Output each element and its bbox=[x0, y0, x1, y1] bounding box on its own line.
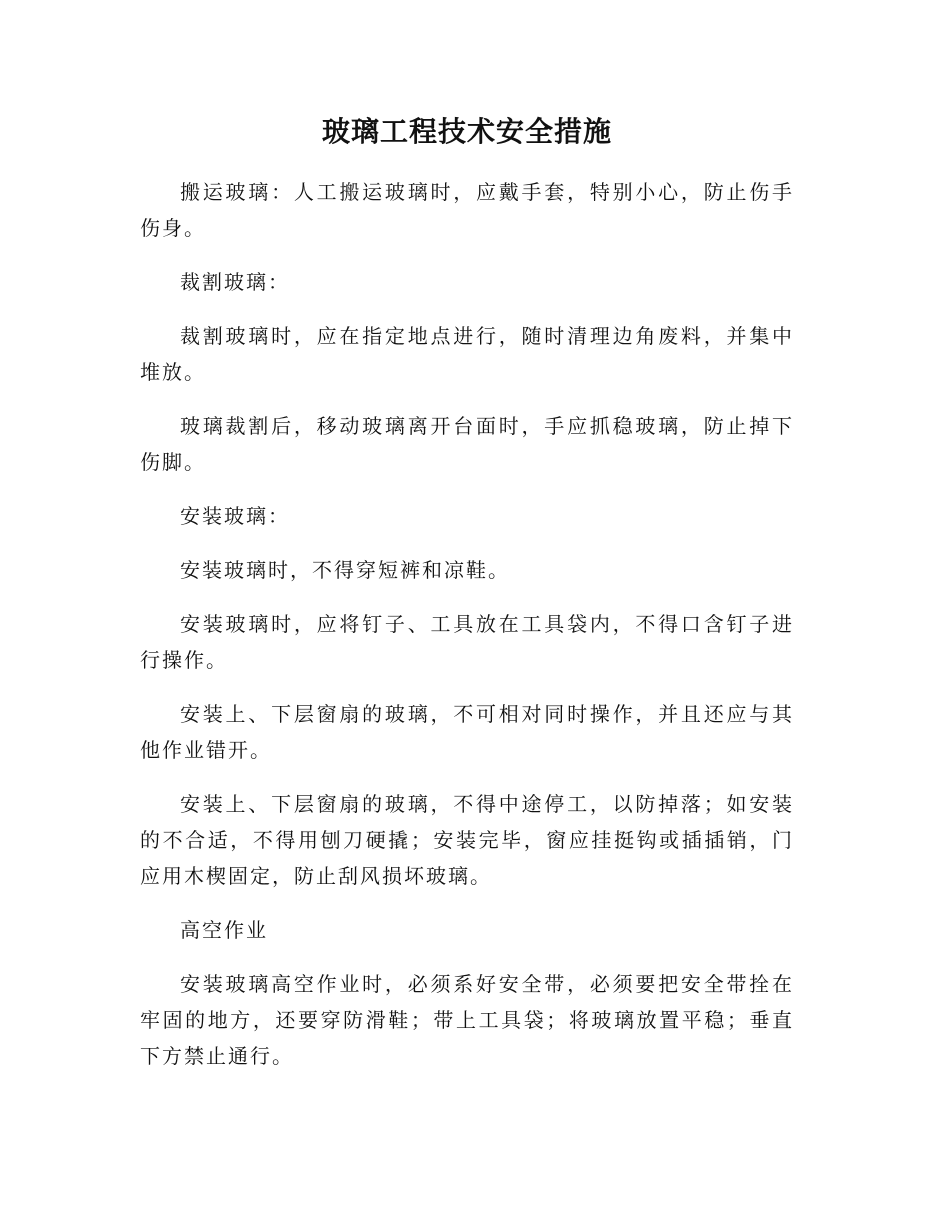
paragraph-install-nails: 安装玻璃时，应将钉子、工具放在工具袋内，不得口含钉子进行操作。 bbox=[140, 612, 794, 672]
document-page bbox=[140, 108, 794, 1092]
paragraph-after-cutting: 玻璃裁割后，移动玻璃离开台面时，手应抓稳玻璃，防止掉下伤脚。 bbox=[140, 414, 794, 474]
paragraph-carry-glass: 搬运玻璃：人工搬运玻璃时，应戴手套，特别小心，防止伤手伤身。 bbox=[140, 180, 794, 240]
document-title: 玻璃工程技术安全措施 bbox=[321, 115, 612, 148]
paragraph-install-layers: 安装上、下层窗扇的玻璃，不可相对同时操作，并且还应与其他作业错开。 bbox=[140, 702, 794, 762]
paragraph-install-clothing: 安装玻璃时，不得穿短裤和凉鞋。 bbox=[180, 558, 510, 582]
section-heading-installation: 安装玻璃： bbox=[180, 504, 290, 528]
section-heading-cutting: 裁割玻璃： bbox=[180, 270, 290, 294]
paragraph-cutting-location: 裁割玻璃时，应在指定地点进行，随时清理边角废料，并集中堆放。 bbox=[140, 324, 794, 384]
paragraph-high-altitude-safety: 安装玻璃高空作业时，必须系好安全带，必须要把安全带拴在牢固的地方，还要穿防滑鞋；带上工具袋；将玻璃放置平稳；垂直下方禁止通行。 bbox=[140, 972, 794, 1068]
section-heading-high-altitude: 高空作业 bbox=[180, 918, 268, 942]
paragraph-install-no-stopping: 安装上、下层窗扇的玻璃，不得中途停工，以防掉落；如安装的不合适，不得用刨刀硬撬；安装完毕，窗应挂挺钩或插插销，门应用木楔固定，防止刮风损坏玻璃。 bbox=[140, 792, 794, 888]
